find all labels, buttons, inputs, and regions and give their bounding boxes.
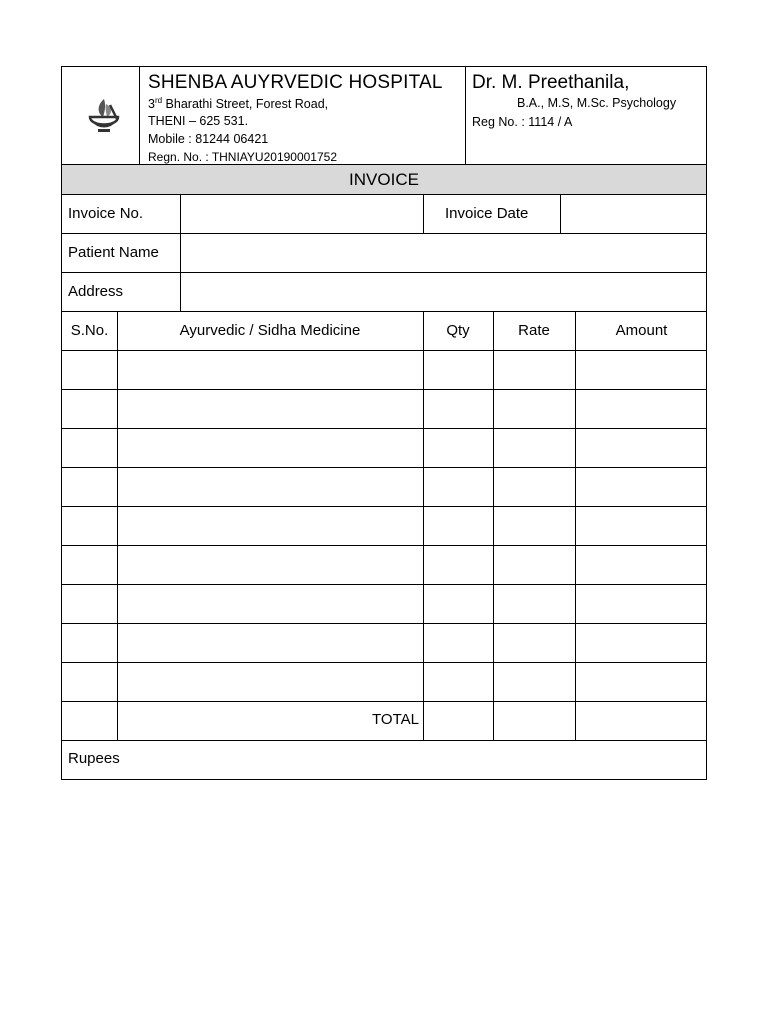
table-row[interactable] [62, 428, 706, 467]
total-label: TOTAL [372, 711, 419, 728]
address-label: Address [68, 283, 124, 300]
table-row[interactable] [62, 350, 706, 389]
hospital-mobile: Mobile : 81244 06421 [148, 132, 269, 146]
table-row[interactable] [62, 506, 706, 545]
doctor-name: Dr. M. Preethanila, [472, 72, 630, 93]
address-number: 3 [148, 97, 155, 111]
invoice-date-label: Invoice Date [445, 205, 529, 222]
address-street: Bharathi Street, Forest Road, [162, 97, 329, 111]
table-row[interactable] [62, 467, 706, 506]
address-ordinal: rd [154, 95, 163, 105]
table-row[interactable] [62, 623, 706, 662]
col-header-amount: Amount [615, 322, 668, 339]
invoice-title-band [62, 165, 706, 194]
col-header-rate: Rate [518, 322, 550, 339]
mortar-pestle-leaf-icon [84, 95, 124, 135]
invoice-form [61, 66, 707, 780]
total-amount-cell[interactable] [576, 702, 705, 740]
logo [84, 95, 124, 135]
patient-name-label: Patient Name [68, 244, 159, 261]
invoice-date-field[interactable] [561, 195, 705, 233]
col-header-qty: Qty [446, 322, 470, 339]
col-header-sno: S.No. [70, 322, 109, 339]
address-field[interactable] [181, 273, 705, 311]
hospital-address-line1 [148, 96, 328, 113]
hospital-regn: Regn. No. : THNIAYU20190001752 [148, 150, 338, 164]
hospital-name: SHENBA AUYRVEDIC HOSPITAL [148, 72, 443, 93]
total-qty-cell[interactable] [424, 702, 493, 740]
invoice-no-label: Invoice No. [68, 205, 144, 222]
patient-name-field[interactable] [181, 234, 705, 272]
total-rate-cell[interactable] [494, 702, 575, 740]
invoice-no-field[interactable] [181, 195, 423, 233]
table-row[interactable] [62, 545, 706, 584]
table-row[interactable] [62, 389, 706, 428]
table-row[interactable] [62, 662, 706, 701]
table-row[interactable] [62, 584, 706, 623]
invoice-title: INVOICE [349, 170, 419, 189]
col-header-medicine: Ayurvedic / Sidha Medicine [179, 322, 361, 339]
doctor-qualification: B.A., M.S, M.Sc. Psychology [517, 96, 677, 110]
rupees-field[interactable] [132, 741, 702, 778]
rupees-label: Rupees [68, 750, 120, 767]
doctor-reg: Reg No. : 1114 / A [472, 115, 573, 129]
hospital-address-line2: THENI – 625 531. [148, 114, 249, 128]
